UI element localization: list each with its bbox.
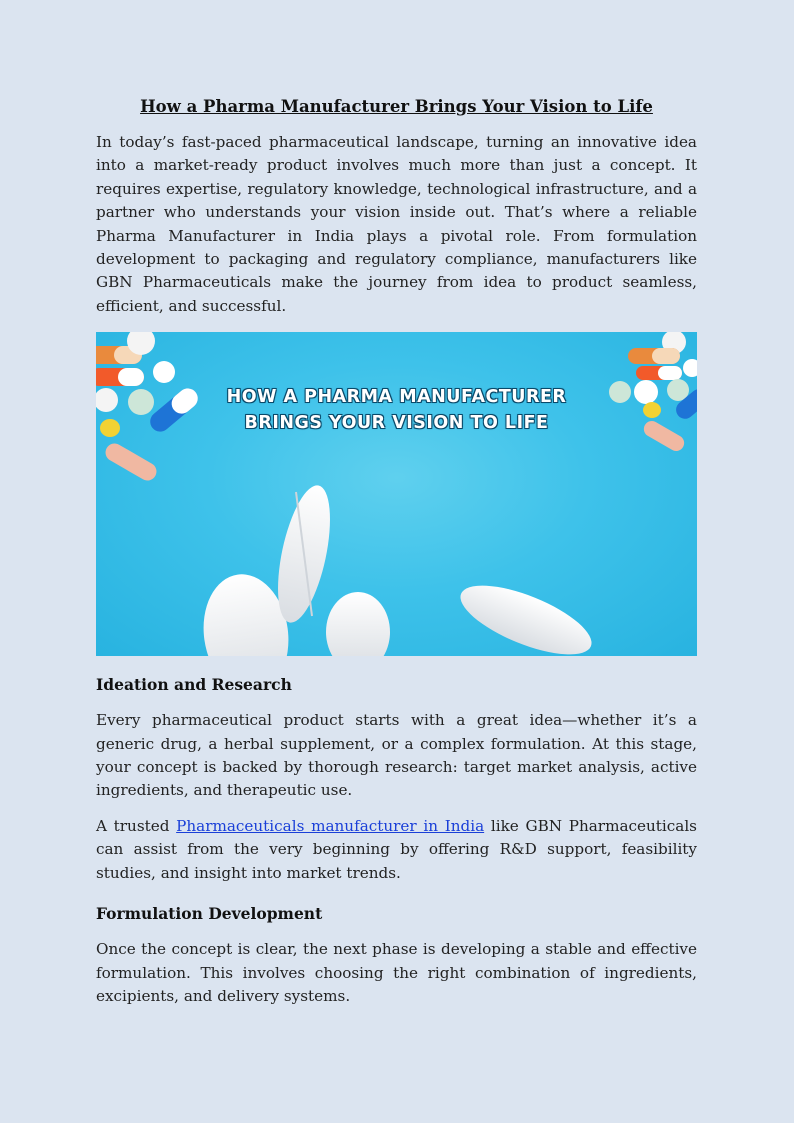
hero-title-line-2: BRINGS YOUR VISION TO LIFE — [244, 413, 549, 434]
hero-title-line-1: HOW A PHARMA MANUFACTURER — [226, 387, 567, 408]
ideation-paragraph-1: Every pharmaceutical product starts with a great idea—whether it’s a generic drug, a herbal supplement, or a complex formulation. At this stage, your concept is backed by thorough research: target market analysis, active ingredients, and therapeutic use. — [96, 711, 697, 800]
pharma-manufacturer-link[interactable]: Pharmaceuticals manufacturer in India — [176, 816, 485, 835]
ideation-paragraph-2 — [96, 815, 697, 885]
page-title: How a Pharma Manufacturer Brings Your Vision to Life — [140, 97, 653, 116]
section-heading-ideation: Ideation and Research — [96, 675, 292, 695]
intro-paragraph: In today’s fast-paced pharmaceutical landscape, turning an innovative idea into a market-ready product involves much more than just a concept. It requires expertise, regulatory knowledge, technological infrastructure, and a partner who understands your vision inside out. That’s where a reliable Pharma Manufacturer in India plays a pivotal role. From formulation development to packaging and regulatory compliance, manufacturers like GBN Pharmaceuticals make the journey from idea to product seamless, efficient, and successful. — [96, 133, 697, 315]
section-heading-formulation: Formulation Development — [96, 904, 323, 924]
hero-title — [96, 384, 697, 436]
white-tablets-icon — [196, 481, 600, 656]
formulation-paragraph-1: Once the concept is clear, the next phase is developing a stable and effective formulation. This involves choosing the right combination of ingredients, excipients, and delivery systems. — [96, 940, 697, 1005]
ideation-paragraph-2-end: like GBN Pharmaceuticals can assist from the very beginning by offering R&D support, feasibility studies, and insight into market trends. — [96, 816, 697, 882]
ideation-paragraph-2-start: A trusted — [96, 816, 177, 835]
hero-image — [96, 332, 697, 656]
pills-illustration — [96, 332, 697, 656]
document-page — [96, 95, 697, 1008]
